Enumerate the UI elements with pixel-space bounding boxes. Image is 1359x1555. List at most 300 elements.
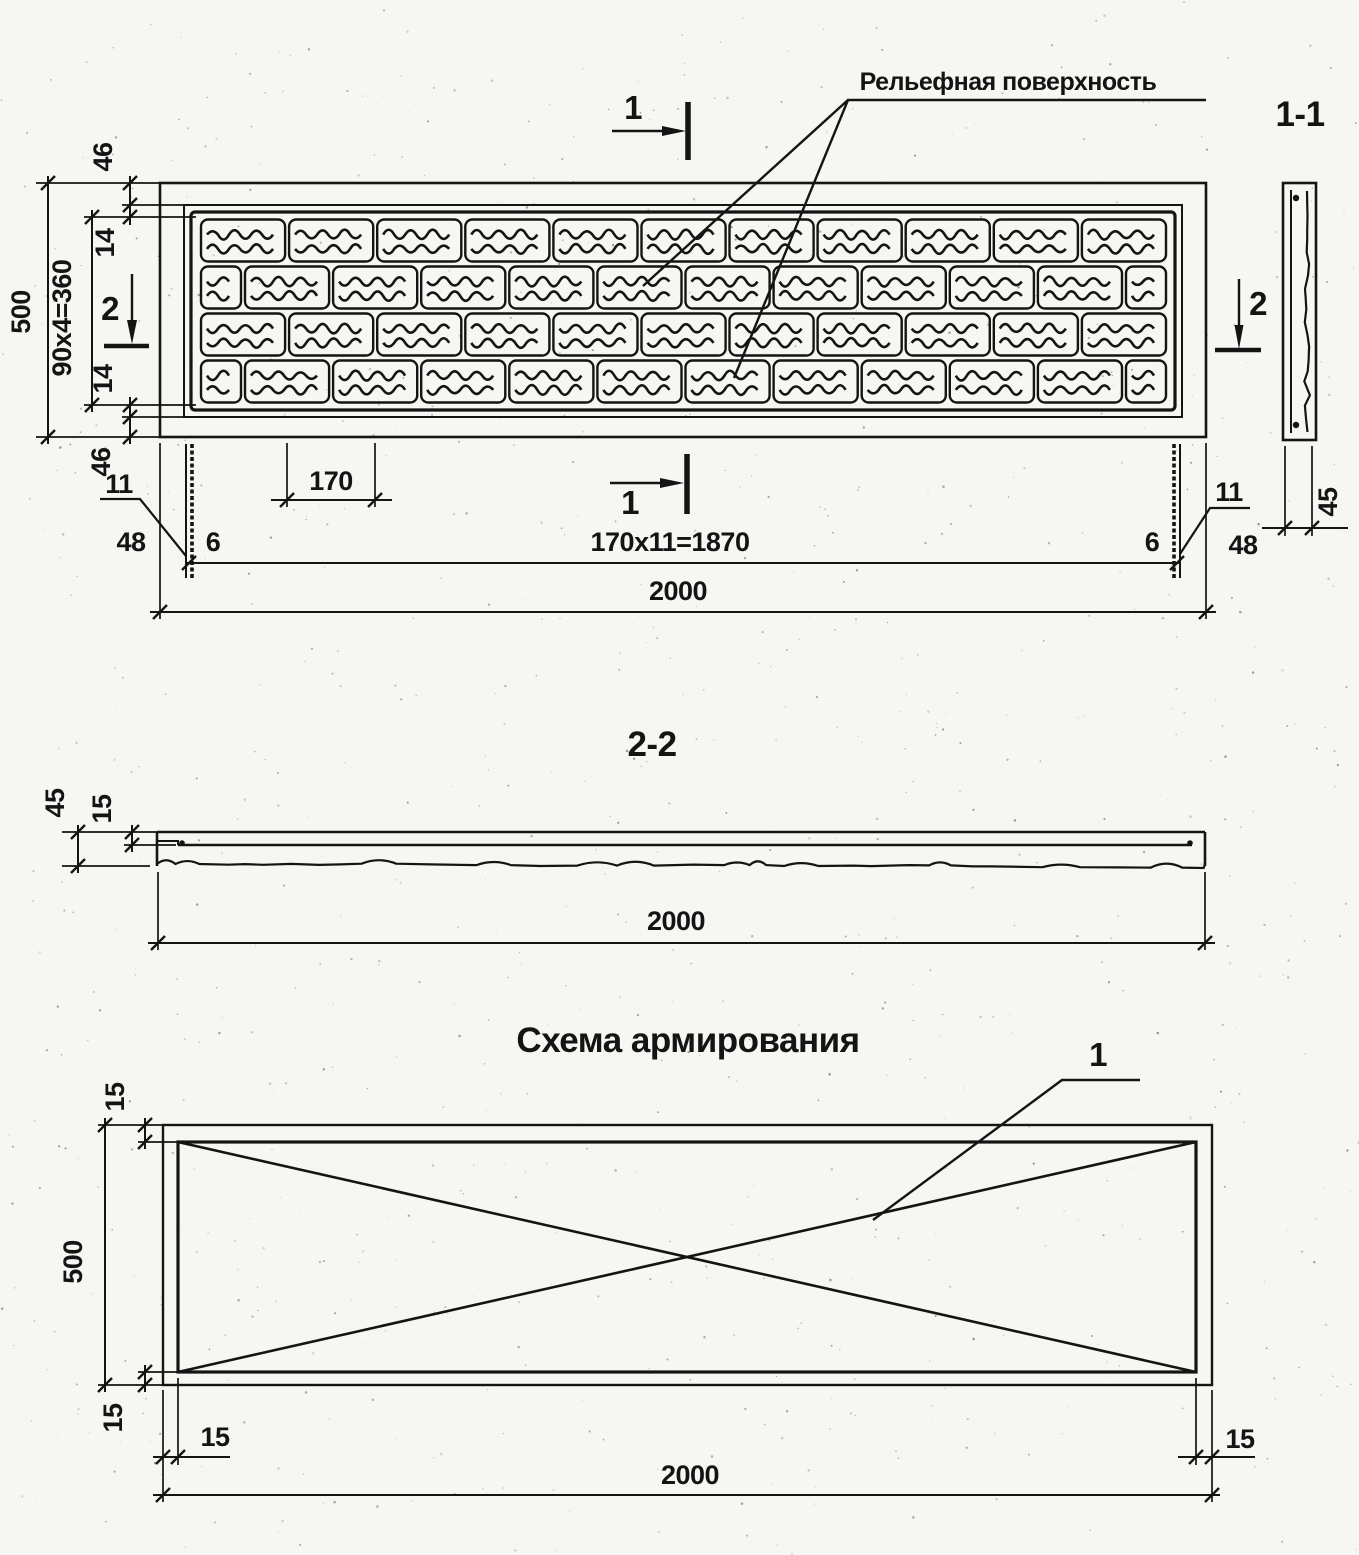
speckle — [99, 1009, 101, 1011]
speckle — [1121, 462, 1123, 464]
speckle — [1139, 1238, 1141, 1240]
relief-wave-line — [207, 339, 273, 348]
speckle — [209, 1348, 211, 1350]
speckle — [306, 516, 307, 517]
speckle — [1288, 959, 1290, 961]
speckle — [200, 484, 202, 486]
speckle — [283, 884, 285, 886]
speckle — [1275, 231, 1277, 233]
speckle — [901, 658, 903, 660]
relief-brick — [289, 314, 373, 356]
relief-wave-line — [692, 385, 758, 395]
speckle — [70, 594, 72, 596]
relief-wave-line — [207, 244, 273, 253]
speckle — [198, 839, 200, 841]
speckle — [626, 921, 627, 922]
speckle — [1176, 636, 1177, 637]
speckle — [875, 1236, 877, 1238]
speckle — [914, 155, 916, 157]
relief-brick — [201, 267, 241, 309]
speckle — [269, 1083, 271, 1085]
speckle — [525, 1365, 526, 1366]
dim-section-2-2-thickness: 45 — [40, 788, 70, 818]
speckle — [1286, 1112, 1287, 1113]
speckle — [395, 1258, 397, 1260]
speckle — [942, 485, 945, 488]
speckle — [499, 283, 500, 284]
speckle — [786, 649, 788, 651]
speckle — [696, 738, 698, 740]
speckle — [1040, 760, 1042, 762]
speckle — [1119, 1365, 1121, 1367]
speckle — [64, 1147, 66, 1149]
speckle — [299, 1544, 301, 1546]
speckle — [33, 1120, 35, 1122]
speckle — [396, 1056, 397, 1057]
speckle — [561, 527, 563, 529]
relief-wave-line — [251, 277, 317, 286]
relief-wave-line — [1044, 371, 1110, 380]
relief-brick — [597, 361, 681, 403]
speckle — [331, 673, 333, 675]
speckle — [744, 557, 747, 560]
speckle — [668, 802, 670, 804]
speckle — [879, 679, 880, 680]
speckle — [1138, 1062, 1139, 1063]
speckle — [1337, 764, 1339, 766]
scheme-dim-lines — [105, 1118, 1255, 1495]
speckle — [1215, 699, 1216, 700]
speckle — [213, 254, 215, 256]
relief-wave-line — [559, 230, 625, 239]
speckle — [135, 975, 136, 976]
relief-wave-line — [1000, 324, 1066, 333]
speckle — [1328, 394, 1330, 396]
speckle — [1006, 715, 1007, 716]
speckle — [1077, 717, 1079, 719]
speckle — [61, 882, 63, 884]
speckle — [1246, 362, 1247, 363]
speckle — [432, 405, 434, 407]
speckle — [588, 242, 589, 243]
speckle — [1102, 122, 1103, 123]
speckle — [764, 1424, 766, 1426]
speckle — [612, 244, 614, 246]
speckle — [1167, 800, 1168, 801]
speckle — [952, 134, 953, 135]
relief-wave-line — [912, 324, 978, 333]
speckle — [1014, 819, 1016, 821]
relief-wave-line — [427, 291, 493, 300]
speckle — [257, 1310, 258, 1311]
scheme-bar-callout — [873, 1036, 1140, 1220]
speckle — [1082, 532, 1083, 533]
speckle — [432, 1241, 435, 1244]
cut1-bottom-label: 1 — [621, 484, 639, 521]
relief-wave-line — [956, 277, 1022, 286]
speckle — [184, 440, 186, 442]
speckle — [26, 132, 28, 134]
speckle — [854, 1378, 855, 1379]
speckle — [11, 1202, 13, 1204]
speckle — [1206, 149, 1208, 151]
speckle — [808, 837, 811, 840]
speckle — [271, 1149, 272, 1150]
speckle — [61, 1054, 62, 1055]
speckle — [395, 1438, 396, 1439]
speckle — [913, 781, 914, 782]
speckle — [235, 53, 237, 55]
speckle — [465, 512, 467, 514]
speckle — [1337, 1386, 1338, 1387]
relief-wave-line — [295, 230, 361, 239]
speckle — [165, 693, 167, 695]
speckle — [513, 444, 514, 445]
speckle — [1243, 1122, 1245, 1124]
speckle — [487, 1389, 488, 1390]
dim-scheme-cover-top: 15 — [100, 1082, 130, 1112]
speckle — [1, 99, 3, 101]
relief-wave-line — [956, 371, 1022, 380]
speckle — [746, 1195, 748, 1197]
speckle — [1033, 1162, 1035, 1164]
speckle — [672, 949, 674, 951]
speckle — [37, 540, 38, 541]
speckle — [460, 1190, 462, 1192]
speckle — [488, 1019, 489, 1020]
speckle — [1004, 445, 1005, 446]
speckle — [350, 958, 352, 960]
speckle — [855, 1415, 857, 1417]
speckle — [823, 29, 824, 30]
speckle — [440, 578, 441, 579]
relief-wave-line — [471, 324, 537, 333]
speckle — [1269, 432, 1271, 434]
speckle — [184, 1038, 186, 1040]
dim-module: 170 — [309, 466, 353, 496]
speckle — [979, 1016, 982, 1019]
speckle — [725, 812, 727, 814]
speckle — [319, 1261, 321, 1263]
speckle — [824, 508, 825, 509]
speckle — [407, 802, 409, 804]
speckle — [929, 1360, 930, 1361]
speckle — [1074, 1504, 1075, 1505]
speckle — [835, 838, 836, 839]
speckle — [1316, 747, 1318, 749]
rebar-dot-bottom — [1293, 422, 1299, 428]
relief-brick — [862, 361, 946, 403]
relief-wave-line — [780, 277, 846, 287]
relief-wave-line — [427, 386, 493, 395]
speckle — [58, 748, 59, 749]
speckle — [786, 1410, 788, 1412]
relief-wave-line — [824, 230, 890, 240]
speckle — [139, 860, 140, 861]
speckle — [186, 367, 187, 368]
speckle — [572, 461, 574, 463]
relief-wave-line — [1132, 278, 1154, 285]
speckle — [1325, 1324, 1327, 1326]
speckle — [756, 455, 757, 456]
speckle — [196, 777, 198, 779]
relief-wave-line — [1088, 324, 1154, 332]
speckle — [898, 383, 899, 384]
speckle — [281, 1520, 283, 1522]
speckle — [856, 1475, 857, 1476]
relief-wave-line — [339, 371, 405, 381]
speckle — [573, 181, 574, 182]
speckle — [944, 1118, 945, 1119]
speckle — [711, 1455, 713, 1457]
speckle — [270, 536, 272, 538]
speckle — [1257, 523, 1260, 526]
speckle — [1175, 688, 1178, 691]
speckle — [484, 1063, 485, 1064]
speckle — [936, 723, 937, 724]
speckle — [959, 742, 961, 744]
speckle — [768, 225, 769, 226]
dim-bar-left: 11 — [105, 469, 133, 499]
speckle — [1264, 1281, 1265, 1282]
speckle — [502, 1487, 504, 1489]
speckle — [898, 1238, 900, 1240]
speckle — [310, 1203, 311, 1204]
speckle — [1045, 1245, 1047, 1247]
speckle — [1270, 416, 1271, 417]
speckle — [486, 1110, 487, 1111]
speckle — [400, 882, 402, 884]
speckle — [899, 711, 900, 712]
speckle — [1117, 915, 1119, 917]
speckle — [463, 1193, 464, 1194]
speckle — [876, 818, 879, 821]
relief-wave-line — [383, 230, 449, 239]
speckle — [857, 489, 859, 491]
speckle — [551, 1284, 552, 1285]
plan-view — [6, 68, 1267, 619]
speckle — [293, 509, 295, 511]
speckle — [424, 175, 425, 176]
relief-wave-line — [824, 338, 890, 347]
speckle — [714, 98, 715, 99]
speckle — [980, 216, 982, 218]
speckle — [556, 1231, 558, 1233]
speckle — [87, 1040, 88, 1041]
relief-wave-line — [1132, 292, 1154, 301]
speckle — [227, 1380, 228, 1381]
section-2-2-extension-lines — [62, 832, 1205, 950]
speckle — [764, 1278, 765, 1279]
speckle — [505, 1164, 506, 1165]
speckle — [1323, 1187, 1325, 1189]
speckle — [716, 275, 717, 276]
speckle — [875, 1229, 877, 1231]
section-1-1-outline — [1283, 183, 1316, 440]
relief-brick — [245, 267, 329, 309]
speckle — [768, 496, 770, 498]
speckle — [401, 156, 403, 158]
speckle — [376, 1505, 379, 1508]
speckle — [34, 1320, 36, 1322]
speckle — [1187, 489, 1189, 491]
speckle — [46, 1369, 47, 1370]
speckle — [744, 1408, 746, 1410]
speckle — [433, 1457, 434, 1458]
speckle — [277, 805, 279, 807]
speckle — [762, 1518, 763, 1519]
speckle — [666, 1358, 668, 1360]
speckle — [1170, 565, 1172, 567]
speckle — [2, 353, 4, 355]
speckle — [504, 723, 506, 725]
speckle — [1320, 1394, 1322, 1396]
speckle — [746, 1535, 748, 1537]
speckle — [243, 1421, 245, 1423]
speckle — [828, 1073, 831, 1076]
dim-scheme-length: 2000 — [660, 1460, 720, 1490]
speckle — [831, 1345, 833, 1347]
speckle — [1095, 20, 1097, 22]
section-2-2-view — [40, 725, 1215, 950]
speckle — [1076, 935, 1079, 938]
speckle — [1048, 0, 1049, 1]
speckle — [218, 1032, 220, 1034]
relief-brick — [421, 267, 505, 309]
speckle — [1103, 15, 1105, 17]
speckle — [1355, 122, 1357, 124]
speckle — [982, 871, 983, 872]
speckle — [413, 617, 415, 619]
speckle — [120, 1441, 121, 1442]
speckle — [457, 927, 458, 928]
speckle — [7, 142, 8, 143]
speckle — [1332, 585, 1335, 588]
speckle — [11, 1415, 12, 1416]
speckle — [693, 198, 696, 201]
speckle — [690, 1379, 692, 1381]
speckle — [1192, 444, 1193, 445]
speckle — [130, 771, 132, 773]
dim-section-2-2-length: 2000 — [646, 906, 706, 936]
speckle — [683, 74, 685, 76]
speckle — [1102, 1234, 1104, 1236]
relief-brick — [377, 314, 461, 356]
speckle — [488, 603, 491, 606]
speckle — [122, 677, 124, 679]
speckle — [1328, 376, 1330, 378]
speckle — [1100, 412, 1102, 414]
speckle — [344, 508, 345, 509]
speckle — [384, 1330, 385, 1331]
relief-wave-line — [1000, 231, 1066, 240]
speckle — [295, 987, 297, 989]
speckle — [498, 202, 499, 203]
relief-brick — [730, 220, 814, 262]
speckle — [630, 319, 632, 321]
speckle — [1182, 1408, 1184, 1410]
speckle — [249, 73, 251, 75]
speckle — [1254, 647, 1255, 648]
speckle — [396, 879, 398, 881]
speckle — [1131, 369, 1133, 371]
speckle — [931, 1418, 932, 1419]
cut1-top-arrowhead-icon — [662, 126, 686, 136]
speckle — [927, 490, 928, 491]
speckle — [1189, 1116, 1191, 1118]
speckle — [731, 1224, 733, 1226]
relief-wave-line — [1088, 338, 1154, 348]
speckle — [896, 936, 898, 938]
speckle — [859, 946, 860, 947]
speckle — [249, 1218, 250, 1219]
speckle — [113, 759, 116, 762]
relief-wave-line — [207, 371, 229, 380]
speckle — [933, 949, 934, 950]
speckle — [829, 1279, 832, 1282]
speckle — [722, 1000, 724, 1002]
speckle — [273, 1090, 274, 1091]
speckle — [1227, 57, 1229, 59]
speckle — [852, 973, 854, 975]
speckle — [641, 584, 642, 585]
relief-wave-line — [736, 338, 802, 347]
speckle — [656, 637, 658, 639]
dim-edge-left: 48 — [116, 527, 146, 557]
relief-wave-line — [559, 338, 625, 347]
speckle — [855, 619, 857, 621]
speckle — [351, 1300, 352, 1301]
speckle — [1011, 1032, 1013, 1034]
speckle — [640, 766, 641, 767]
speckle — [54, 1331, 56, 1333]
speckle — [491, 79, 494, 82]
rebar-end-left — [186, 444, 192, 578]
section-1-1-title: 1-1 — [1275, 95, 1325, 134]
speckle — [510, 317, 512, 319]
speckle — [237, 818, 238, 819]
speckle — [115, 136, 118, 139]
speckle — [520, 964, 522, 966]
speckle — [1110, 937, 1112, 939]
relief-wave-line — [295, 324, 361, 333]
relief-wave-line — [515, 371, 581, 380]
speckle — [1063, 1210, 1065, 1212]
speckle — [645, 234, 646, 235]
speckle — [967, 1418, 969, 1420]
speckle — [615, 520, 617, 522]
speckle — [57, 1005, 59, 1007]
speckle — [1003, 1334, 1005, 1336]
speckle — [1088, 337, 1090, 339]
speckle — [1119, 571, 1121, 573]
speckle — [89, 1432, 90, 1433]
speckle — [766, 1349, 767, 1350]
speckle — [105, 1521, 107, 1523]
speckle — [259, 282, 260, 283]
speckle — [831, 1168, 834, 1171]
relief-leader-line-1 — [643, 100, 1206, 286]
speckle — [23, 1118, 24, 1119]
speckle — [703, 689, 705, 691]
speckle — [1102, 375, 1104, 377]
relief-brick — [994, 220, 1078, 262]
speckle — [237, 1299, 240, 1302]
speckle — [762, 631, 764, 633]
speckle — [13, 1345, 14, 1346]
speckle — [1143, 102, 1144, 103]
speckle — [1273, 1377, 1276, 1380]
